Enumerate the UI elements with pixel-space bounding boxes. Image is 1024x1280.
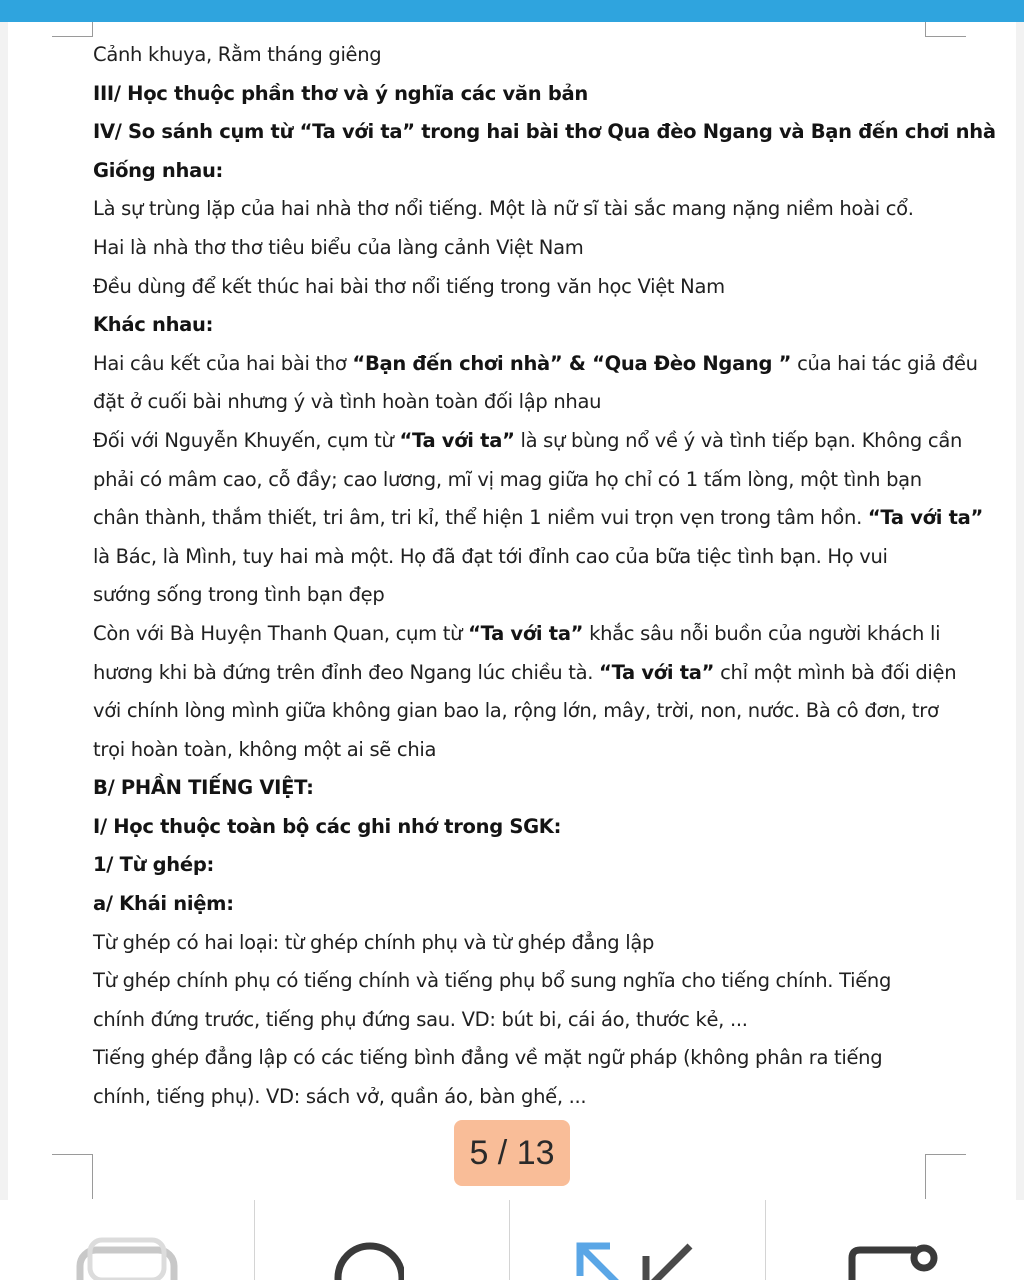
text-line xyxy=(93,615,941,654)
text-run: Hai là nhà thơ thơ tiêu biểu của làng cảnh Việt Nam xyxy=(93,235,584,259)
text-run: chính đứng trước, tiếng phụ đứng sau. VD: bút bi, cái áo, thước kẻ, ... xyxy=(93,1007,748,1031)
crop-mark-bottom-left xyxy=(52,1154,93,1199)
crop-mark-top-right xyxy=(925,22,966,37)
text-line xyxy=(93,846,923,885)
text-run: đặt ở cuối bài nhưng ý và tình hoàn toàn đối lập nhau xyxy=(93,390,602,414)
page-edge-left xyxy=(0,22,8,1200)
text-run: Đối với Nguyễn Khuyến, cụm từ xyxy=(93,428,400,452)
text-run: Tiếng ghép đẳng lập có các tiếng bình đẳng về mặt ngữ pháp (không phân ra tiếng xyxy=(93,1046,883,1070)
text-line xyxy=(93,769,923,808)
bold-text: “Bạn đến chơi nhà” & “Qua Đèo Ngang ” xyxy=(352,351,792,375)
search-icon[interactable] xyxy=(334,1236,404,1280)
toolbar-divider xyxy=(765,1200,766,1280)
text-line xyxy=(93,306,923,345)
bold-text: IV/ So sánh cụm từ “Ta với ta” trong hai bài thơ Qua đèo Ngang và Bạn đến chơi nhà xyxy=(93,120,996,144)
text-run: phải có mâm cao, cỗ đầy; cao lương, mĩ vị mag giữa họ chỉ có 1 tấm lòng, một tình bạn xyxy=(93,467,922,491)
text-run: Cảnh khuya, Rằm tháng giêng xyxy=(93,43,382,66)
bold-text: a/ Khái niệm: xyxy=(93,892,234,916)
text-line xyxy=(93,1078,923,1117)
text-line xyxy=(93,731,923,770)
text-line xyxy=(93,692,939,731)
text-line xyxy=(93,461,923,500)
text-line xyxy=(93,924,923,963)
crop-mark-bottom-right xyxy=(925,1154,966,1199)
text-line xyxy=(93,229,923,268)
expand-arrows-icon[interactable] xyxy=(572,1236,702,1280)
text-line xyxy=(93,1001,923,1040)
text-run: là Bác, là Mình, tuy hai mà một. Họ đã đạt tới đỉnh cao của bữa tiệc tình bạn. Họ vui xyxy=(93,544,888,568)
text-run: chân thành, thắm thiết, tri âm, tri kỉ, thể hiện 1 niềm vui trọn vẹn trong tâm hồn. xyxy=(93,506,868,530)
document-text xyxy=(93,36,996,1117)
text-line xyxy=(93,576,923,615)
bold-text: Giống nhau: xyxy=(93,158,224,182)
text-run: Là sự trùng lặp của hai nhà thơ nổi tiếng. Một là nữ sĩ tài sắc mang nặng niềm hoài cổ. xyxy=(93,197,914,221)
bold-text: I/ Học thuộc toàn bộ các ghi nhớ trong SGK: xyxy=(93,814,562,838)
text-line xyxy=(93,345,978,384)
text-run: Từ ghép chính phụ có tiếng chính và tiếng phụ bổ sung nghĩa cho tiếng chính. Tiếng xyxy=(93,969,892,993)
text-line xyxy=(93,538,923,577)
text-line xyxy=(93,190,923,229)
bold-text: “Ta với ta” xyxy=(399,428,515,452)
crop-mark-top-left xyxy=(52,22,93,37)
bold-text: 1/ Từ ghép: xyxy=(93,853,214,877)
text-line xyxy=(93,654,957,693)
bold-text: “Ta với ta” xyxy=(867,506,984,530)
text-line xyxy=(93,152,923,191)
page-edge-right xyxy=(1016,22,1024,1200)
text-run: chỉ một mình bà đối diện xyxy=(714,660,957,684)
text-line xyxy=(93,75,923,114)
text-line xyxy=(93,808,923,847)
bold-text: “Ta với ta” xyxy=(599,660,715,684)
document-stack-icon[interactable] xyxy=(72,1236,182,1280)
text-run: hương khi bà đứng trên đỉnh đeo Ngang lúc chiều tà. xyxy=(93,660,600,684)
toolbar-divider xyxy=(509,1200,510,1280)
page-indicator: 5 / 13 xyxy=(454,1120,570,1186)
text-line xyxy=(93,962,923,1001)
text-line xyxy=(93,36,923,75)
text-run: trọi hoàn toàn, không một ai sẽ chia xyxy=(93,737,437,761)
text-run: Còn với Bà Huyện Thanh Quan, cụm từ xyxy=(93,621,469,645)
bottom-toolbar xyxy=(0,1200,1024,1280)
text-run: khắc sâu nỗi buồn của người khách li xyxy=(583,621,941,645)
text-line xyxy=(93,1039,923,1078)
text-run: với chính lòng mình giữa không gian bao la, rộng lớn, mây, trời, non, nước. Bà cô đơn, trơ xyxy=(93,699,939,723)
text-line xyxy=(93,422,963,461)
bold-text: B/ PHẦN TIẾNG VIỆT: xyxy=(93,776,314,800)
bold-text: III/ Học thuộc phần thơ và ý nghĩa các văn bản xyxy=(93,81,588,105)
text-line xyxy=(93,499,984,538)
bold-text: “Ta với ta” xyxy=(468,621,584,645)
bold-text: Khác nhau: xyxy=(93,313,214,337)
toolbar-divider xyxy=(254,1200,255,1280)
text-line xyxy=(93,113,996,152)
text-run: chính, tiếng phụ). VD: sách vở, quần áo, bàn ghế, ... xyxy=(93,1085,587,1109)
text-run: Hai câu kết của hai bài thơ xyxy=(93,351,353,375)
text-run: của hai tác giả đều xyxy=(791,351,978,375)
text-run: Từ ghép có hai loại: từ ghép chính phụ và từ ghép đẳng lập xyxy=(93,930,655,954)
text-run: sướng sống trong tình bạn đẹp xyxy=(93,583,385,607)
text-run: Đều dùng để kết thúc hai bài thơ nổi tiếng trong văn học Việt Nam xyxy=(93,274,725,298)
text-line xyxy=(93,268,923,307)
text-line xyxy=(93,383,923,422)
text-line xyxy=(93,885,923,924)
edit-page-icon[interactable] xyxy=(846,1236,946,1280)
status-bar xyxy=(0,0,1024,22)
text-run: là sự bùng nổ về ý và tình tiếp bạn. Không cần xyxy=(514,428,963,452)
